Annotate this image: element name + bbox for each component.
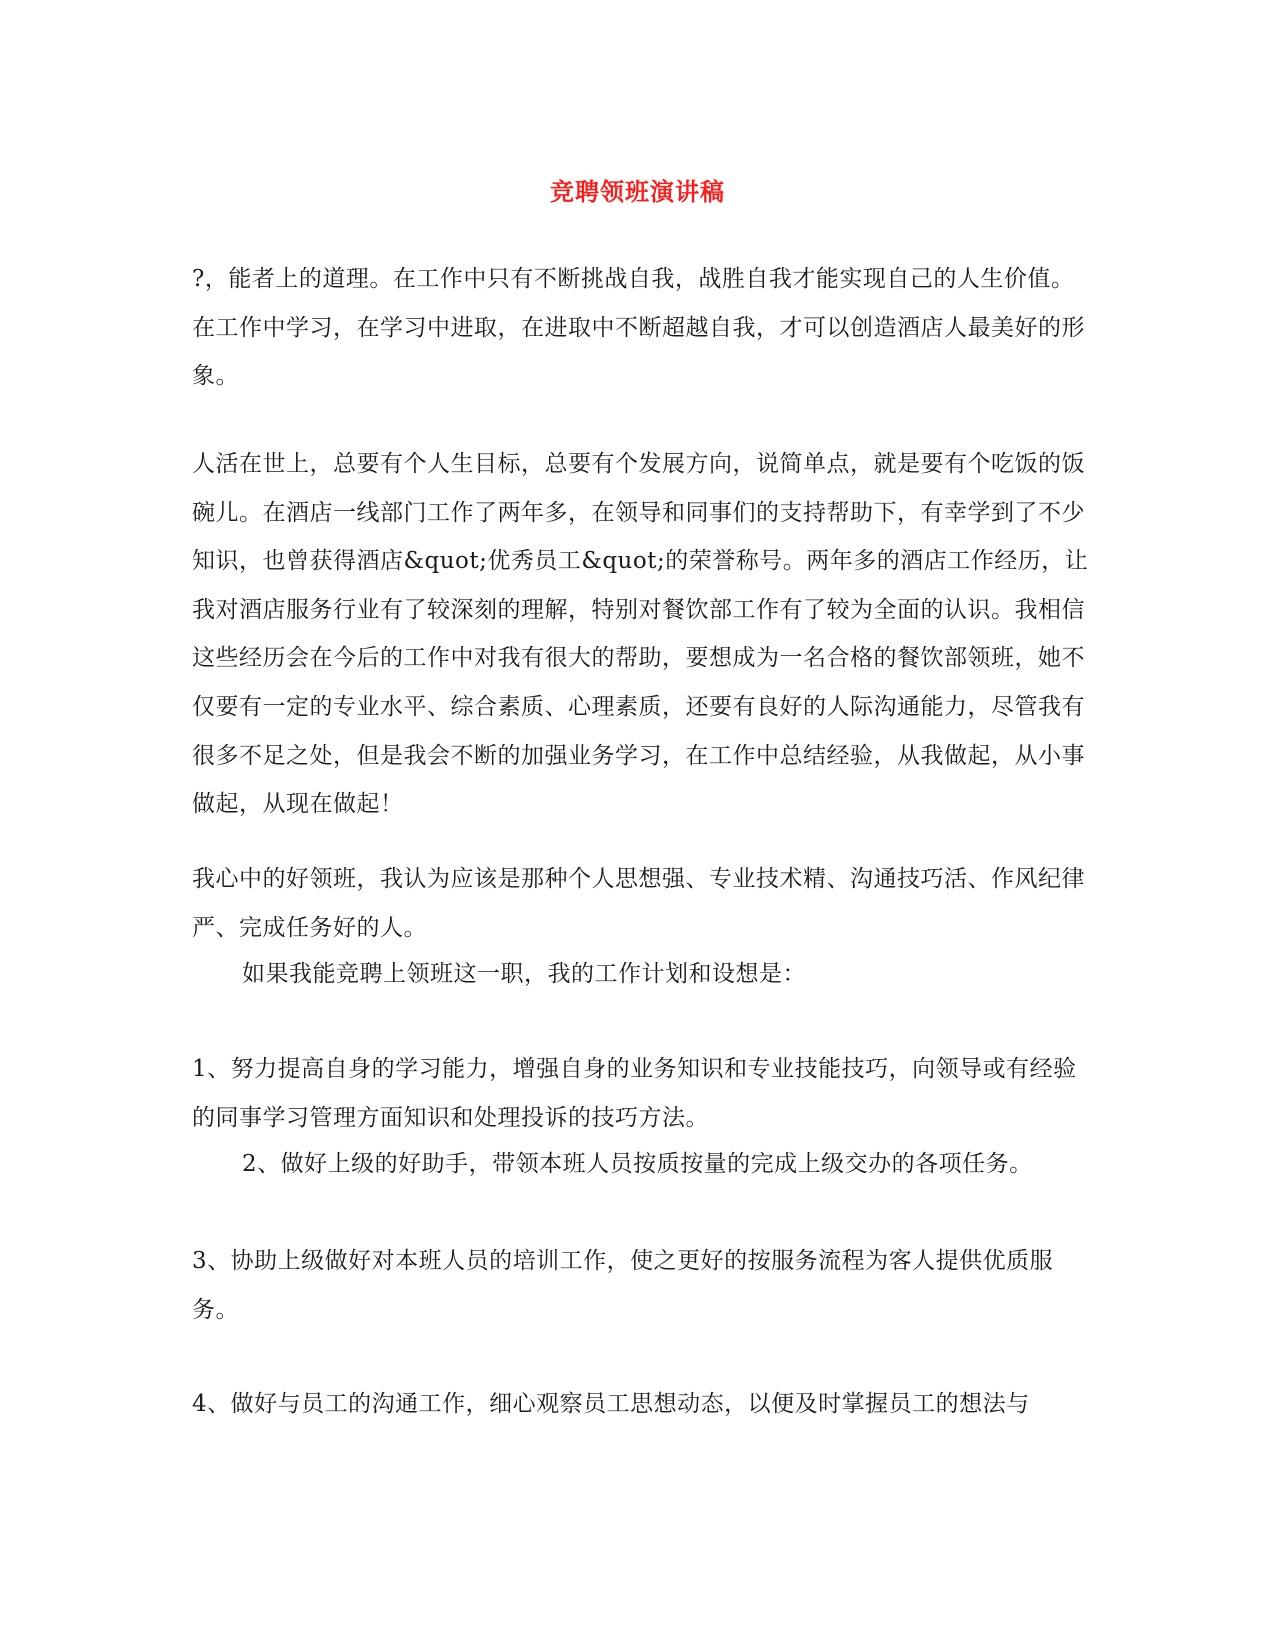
paragraph-good-leader: 我心中的好领班，我认为应该是那种个人思想强、专业技术精、沟通技巧活、作风纪律严、完成任务好的人。 (192, 866, 1085, 941)
list-item-1: 1、努力提高自身的学习能力，增强自身的业务知识和专业技能技巧，向领导或有经验的同事学习管理方面知识和处理投诉的技巧方法。 (192, 1056, 1077, 1131)
list-item-4: 4、做好与员工的沟通工作，细心观察员工思想动态，以便及时掌握员工的想法与 (192, 1391, 1030, 1417)
list-item-3: 3、协助上级做好对本班人员的培训工作，使之更好的按服务流程为客人提供优质服务。 (192, 1248, 1054, 1323)
paragraph-experience: 人活在世上，总要有个人生目标，总要有个发展方向，说简单点，就是要有个吃饭的饭碗儿。在酒店一线部门工作了两年多，在领导和同事们的支持帮助下，有幸学到了不少知识，也曾获得酒店&quot;优秀员工&quot;的荣誉称号。两年多的酒店工作经历，让我对酒店服务行业有了较深刻的理解，特别对餐饮部工作有了较为全面的认识。我相信这些经历会在今后的工作中对我有很大的帮助，要想成为一名合格的餐饮部领班，她不仅要有一定的专业水平、综合素质、心理素质，还要有良好的人际沟通能力，尽管我有很多不足之处，但是我会不断的加强业务学习，在工作中总结经验，从我做起，从小事做起，从现在做起！ (192, 451, 1089, 818)
paragraph-intro: ?，能者上的道理。在工作中只有不断挑战自我，战胜自我才能实现自己的人生价值。在工作中学习，在学习中进取，在进取中不断超越自我，才可以创造酒店人最美好的形象。 (192, 266, 1085, 390)
document-title: 竞聘领班演讲稿 (550, 177, 725, 206)
list-item-2: 2、做好上级的好助手，带领本班人员按质按量的完成上级交办的各项任务。 (242, 1151, 1033, 1177)
paragraph-plan-intro: 如果我能竞聘上领班这一职，我的工作计划和设想是： (242, 961, 806, 987)
